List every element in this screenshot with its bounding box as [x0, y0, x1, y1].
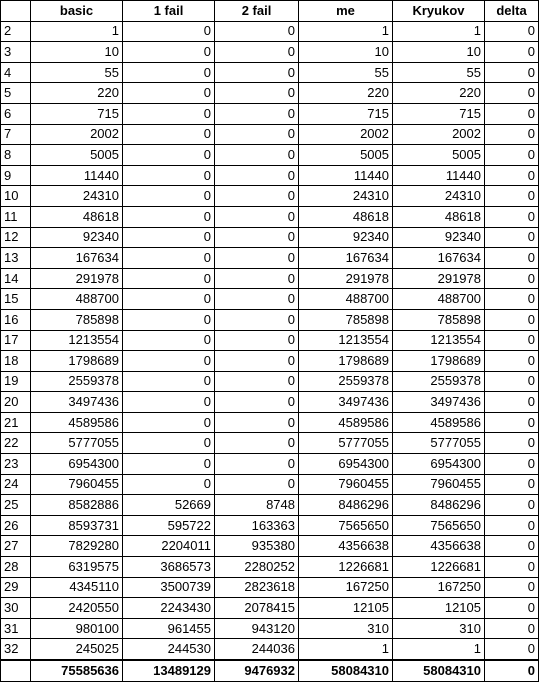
cell-me[interactable]: 3497436: [299, 392, 393, 413]
cell-1-fail[interactable]: 0: [123, 21, 215, 42]
cell-basic[interactable]: 1798689: [31, 351, 123, 372]
cell-me[interactable]: 12105: [299, 598, 393, 619]
cell-2-fail[interactable]: 2823618: [215, 577, 299, 598]
cell-delta[interactable]: 0: [485, 227, 539, 248]
cell-me[interactable]: 1: [299, 639, 393, 660]
table-body: [1, 21, 539, 660]
cell-2-fail[interactable]: 0: [215, 474, 299, 495]
cell-me[interactable]: 8486296: [299, 495, 393, 516]
table-row: [1, 598, 539, 619]
cell-basic[interactable]: 5005: [31, 145, 123, 166]
cell-1-fail[interactable]: 2243430: [123, 598, 215, 619]
table-row: [1, 145, 539, 166]
cell-index[interactable]: 10: [1, 186, 31, 207]
cell-index[interactable]: 27: [1, 536, 31, 557]
cell-index[interactable]: 24: [1, 474, 31, 495]
cell-basic[interactable]: 785898: [31, 309, 123, 330]
cell-2-fail[interactable]: 0: [215, 248, 299, 269]
table-row: [1, 83, 539, 104]
cell-1-fail[interactable]: 0: [123, 248, 215, 269]
cell-1-fail[interactable]: 244530: [123, 639, 215, 660]
cell-basic[interactable]: 24310: [31, 186, 123, 207]
cell-me[interactable]: 4356638: [299, 536, 393, 557]
cell-2-fail[interactable]: 0: [215, 289, 299, 310]
cell-kryukov[interactable]: 1213554: [393, 330, 485, 351]
cell-index[interactable]: 17: [1, 330, 31, 351]
cell-index[interactable]: 14: [1, 268, 31, 289]
total-basic[interactable]: 75585636: [31, 660, 123, 681]
cell-2-fail[interactable]: 0: [215, 392, 299, 413]
cell-me[interactable]: 11440: [299, 165, 393, 186]
cell-me[interactable]: 55: [299, 62, 393, 83]
cell-basic[interactable]: 2002: [31, 124, 123, 145]
header-delta[interactable]: delta: [485, 1, 539, 22]
cell-basic[interactable]: 4345110: [31, 577, 123, 598]
table-row: [1, 536, 539, 557]
cell-1-fail[interactable]: 0: [123, 145, 215, 166]
cell-1-fail[interactable]: 0: [123, 412, 215, 433]
cell-delta[interactable]: 0: [485, 433, 539, 454]
cell-me[interactable]: 1798689: [299, 351, 393, 372]
cell-2-fail[interactable]: 0: [215, 433, 299, 454]
cell-me[interactable]: 24310: [299, 186, 393, 207]
cell-1-fail[interactable]: 961455: [123, 618, 215, 639]
cell-me[interactable]: 167250: [299, 577, 393, 598]
cell-kryukov[interactable]: 785898: [393, 309, 485, 330]
cell-index[interactable]: 23: [1, 454, 31, 475]
cell-index[interactable]: 30: [1, 598, 31, 619]
cell-1-fail[interactable]: 0: [123, 268, 215, 289]
cell-kryukov[interactable]: 55: [393, 62, 485, 83]
cell-delta[interactable]: 0: [485, 124, 539, 145]
table-row: [1, 62, 539, 83]
cell-delta[interactable]: 0: [485, 83, 539, 104]
cell-kryukov[interactable]: 4356638: [393, 536, 485, 557]
header-basic[interactable]: basic: [31, 1, 123, 22]
cell-kryukov[interactable]: 715: [393, 103, 485, 124]
cell-1-fail[interactable]: 0: [123, 103, 215, 124]
cell-1-fail[interactable]: 0: [123, 124, 215, 145]
cell-index[interactable]: 8: [1, 145, 31, 166]
cell-2-fail[interactable]: 935380: [215, 536, 299, 557]
cell-me[interactable]: 4589586: [299, 412, 393, 433]
cell-kryukov[interactable]: 5005: [393, 145, 485, 166]
cell-2-fail[interactable]: 943120: [215, 618, 299, 639]
cell-me[interactable]: 785898: [299, 309, 393, 330]
cell-index[interactable]: 32: [1, 639, 31, 660]
cell-delta[interactable]: 0: [485, 289, 539, 310]
cell-basic[interactable]: 2420550: [31, 598, 123, 619]
cell-kryukov[interactable]: 48618: [393, 206, 485, 227]
table-row: [1, 454, 539, 475]
cell-kryukov[interactable]: 310: [393, 618, 485, 639]
table-row: [1, 206, 539, 227]
table-row: [1, 639, 539, 660]
cell-basic[interactable]: 3497436: [31, 392, 123, 413]
cell-1-fail[interactable]: 0: [123, 165, 215, 186]
header-2-fail[interactable]: 2 fail: [215, 1, 299, 22]
table-row: [1, 309, 539, 330]
cell-me[interactable]: 5005: [299, 145, 393, 166]
cell-kryukov[interactable]: 1: [393, 639, 485, 660]
cell-1-fail[interactable]: 0: [123, 330, 215, 351]
cell-index[interactable]: 7: [1, 124, 31, 145]
cell-delta[interactable]: 0: [485, 515, 539, 536]
cell-delta[interactable]: 0: [485, 371, 539, 392]
cell-1-fail[interactable]: 3686573: [123, 557, 215, 578]
cell-kryukov[interactable]: 2559378: [393, 371, 485, 392]
cell-delta[interactable]: 0: [485, 206, 539, 227]
cell-kryukov[interactable]: 11440: [393, 165, 485, 186]
table-row: [1, 21, 539, 42]
cell-kryukov[interactable]: 8486296: [393, 495, 485, 516]
cell-2-fail[interactable]: 0: [215, 412, 299, 433]
cell-index[interactable]: 9: [1, 165, 31, 186]
table-row: [1, 351, 539, 372]
cell-kryukov[interactable]: 167250: [393, 577, 485, 598]
cell-basic[interactable]: 10: [31, 42, 123, 63]
cell-index[interactable]: 5: [1, 83, 31, 104]
cell-basic[interactable]: 167634: [31, 248, 123, 269]
cell-index[interactable]: 25: [1, 495, 31, 516]
cell-kryukov[interactable]: 10: [393, 42, 485, 63]
cell-2-fail[interactable]: 2280252: [215, 557, 299, 578]
table-row: [1, 474, 539, 495]
cell-me[interactable]: 5777055: [299, 433, 393, 454]
cell-1-fail[interactable]: 0: [123, 392, 215, 413]
table-row: [1, 371, 539, 392]
cell-delta[interactable]: 0: [485, 21, 539, 42]
table-row: [1, 186, 539, 207]
cell-me[interactable]: 1213554: [299, 330, 393, 351]
header-1-fail[interactable]: 1 fail: [123, 1, 215, 22]
cell-kryukov[interactable]: 24310: [393, 186, 485, 207]
totals-row: [1, 660, 539, 681]
cell-1-fail[interactable]: 0: [123, 206, 215, 227]
cell-index[interactable]: 28: [1, 557, 31, 578]
cell-2-fail[interactable]: 0: [215, 268, 299, 289]
cell-me[interactable]: 310: [299, 618, 393, 639]
cell-2-fail[interactable]: 244036: [215, 639, 299, 660]
cell-1-fail[interactable]: 3500739: [123, 577, 215, 598]
cell-me[interactable]: 92340: [299, 227, 393, 248]
header-row: [1, 1, 539, 22]
total-kryukov[interactable]: 58084310: [393, 660, 485, 681]
cell-index[interactable]: 22: [1, 433, 31, 454]
cell-delta[interactable]: 0: [485, 474, 539, 495]
cell-me[interactable]: 7565650: [299, 515, 393, 536]
cell-basic[interactable]: 5777055: [31, 433, 123, 454]
cell-kryukov[interactable]: 3497436: [393, 392, 485, 413]
cell-me[interactable]: 10: [299, 42, 393, 63]
cell-kryukov[interactable]: 12105: [393, 598, 485, 619]
cell-delta[interactable]: 0: [485, 186, 539, 207]
total-delta[interactable]: 0: [485, 660, 539, 681]
cell-2-fail[interactable]: 163363: [215, 515, 299, 536]
header-kryukov[interactable]: Kryukov: [393, 1, 485, 22]
cell-2-fail[interactable]: 0: [215, 83, 299, 104]
cell-basic[interactable]: 92340: [31, 227, 123, 248]
header-me[interactable]: me: [299, 1, 393, 22]
cell-basic[interactable]: 245025: [31, 639, 123, 660]
table-row: [1, 412, 539, 433]
cell-me[interactable]: 291978: [299, 268, 393, 289]
cell-kryukov[interactable]: 7565650: [393, 515, 485, 536]
cell-kryukov[interactable]: 1226681: [393, 557, 485, 578]
cell-index[interactable]: 29: [1, 577, 31, 598]
cell-index[interactable]: 26: [1, 515, 31, 536]
cell-me[interactable]: 2002: [299, 124, 393, 145]
table-row: [1, 392, 539, 413]
table-row: [1, 557, 539, 578]
cell-delta[interactable]: 0: [485, 351, 539, 372]
cell-index[interactable]: 11: [1, 206, 31, 227]
cell-index[interactable]: 31: [1, 618, 31, 639]
cell-2-fail[interactable]: 0: [215, 454, 299, 475]
cell-delta[interactable]: 0: [485, 536, 539, 557]
cell-1-fail[interactable]: 0: [123, 474, 215, 495]
cell-basic[interactable]: 4589586: [31, 412, 123, 433]
cell-delta[interactable]: 0: [485, 248, 539, 269]
cell-1-fail[interactable]: 0: [123, 227, 215, 248]
cell-delta[interactable]: 0: [485, 454, 539, 475]
cell-kryukov[interactable]: 5777055: [393, 433, 485, 454]
cell-kryukov[interactable]: 167634: [393, 248, 485, 269]
cell-1-fail[interactable]: 0: [123, 433, 215, 454]
cell-1-fail[interactable]: 0: [123, 371, 215, 392]
cell-kryukov[interactable]: 488700: [393, 289, 485, 310]
cell-delta[interactable]: 0: [485, 598, 539, 619]
cell-delta[interactable]: 0: [485, 412, 539, 433]
cell-kryukov[interactable]: 6954300: [393, 454, 485, 475]
cell-index[interactable]: 15: [1, 289, 31, 310]
cell-basic[interactable]: 8582886: [31, 495, 123, 516]
cell-2-fail[interactable]: 8748: [215, 495, 299, 516]
cell-index[interactable]: 2: [1, 21, 31, 42]
cell-kryukov[interactable]: 7960455: [393, 474, 485, 495]
cell-index[interactable]: 20: [1, 392, 31, 413]
cell-index[interactable]: 6: [1, 103, 31, 124]
cell-index[interactable]: 18: [1, 351, 31, 372]
cell-basic[interactable]: 6954300: [31, 454, 123, 475]
cell-basic[interactable]: 6319575: [31, 557, 123, 578]
cell-1-fail[interactable]: 0: [123, 62, 215, 83]
cell-basic[interactable]: 2559378: [31, 371, 123, 392]
table-row: [1, 515, 539, 536]
cell-2-fail[interactable]: 0: [215, 351, 299, 372]
cell-me[interactable]: 1226681: [299, 557, 393, 578]
header-index[interactable]: [1, 1, 31, 22]
cell-1-fail[interactable]: 2204011: [123, 536, 215, 557]
cell-2-fail[interactable]: 0: [215, 62, 299, 83]
cell-delta[interactable]: 0: [485, 618, 539, 639]
cell-1-fail[interactable]: 0: [123, 42, 215, 63]
total-me[interactable]: 58084310: [299, 660, 393, 681]
cell-1-fail[interactable]: 0: [123, 186, 215, 207]
cell-delta[interactable]: 0: [485, 392, 539, 413]
table-row: [1, 227, 539, 248]
cell-basic[interactable]: 1213554: [31, 330, 123, 351]
cell-2-fail[interactable]: 0: [215, 103, 299, 124]
cell-basic[interactable]: 1: [31, 21, 123, 42]
cell-1-fail[interactable]: 0: [123, 289, 215, 310]
cell-me[interactable]: 167634: [299, 248, 393, 269]
cell-delta[interactable]: 0: [485, 495, 539, 516]
table-row: [1, 248, 539, 269]
cell-delta[interactable]: 0: [485, 309, 539, 330]
cell-kryukov[interactable]: 4589586: [393, 412, 485, 433]
cell-kryukov[interactable]: 1: [393, 21, 485, 42]
cell-2-fail[interactable]: 0: [215, 42, 299, 63]
cell-kryukov[interactable]: 92340: [393, 227, 485, 248]
cell-index[interactable]: 12: [1, 227, 31, 248]
cell-index[interactable]: 16: [1, 309, 31, 330]
total-1-fail[interactable]: 13489129: [123, 660, 215, 681]
cell-index[interactable]: 13: [1, 248, 31, 269]
cell-delta[interactable]: 0: [485, 577, 539, 598]
cell-kryukov[interactable]: 2002: [393, 124, 485, 145]
cell-2-fail[interactable]: 0: [215, 309, 299, 330]
cell-basic[interactable]: 7829280: [31, 536, 123, 557]
cell-1-fail[interactable]: 0: [123, 309, 215, 330]
table-row: [1, 330, 539, 351]
cell-delta[interactable]: 0: [485, 145, 539, 166]
table-row: [1, 124, 539, 145]
table-row: [1, 103, 539, 124]
table-row: [1, 42, 539, 63]
table-row: [1, 495, 539, 516]
cell-delta[interactable]: 0: [485, 165, 539, 186]
cell-basic[interactable]: 488700: [31, 289, 123, 310]
cell-1-fail[interactable]: 0: [123, 83, 215, 104]
cell-2-fail[interactable]: 0: [215, 21, 299, 42]
cell-2-fail[interactable]: 0: [215, 165, 299, 186]
cell-2-fail[interactable]: 2078415: [215, 598, 299, 619]
table-row: [1, 618, 539, 639]
cell-basic[interactable]: 11440: [31, 165, 123, 186]
table-row: [1, 433, 539, 454]
cell-basic[interactable]: 291978: [31, 268, 123, 289]
cell-index[interactable]: 3: [1, 42, 31, 63]
cell-me[interactable]: 6954300: [299, 454, 393, 475]
table-row: [1, 289, 539, 310]
cell-1-fail[interactable]: 595722: [123, 515, 215, 536]
cell-index[interactable]: 21: [1, 412, 31, 433]
total-index[interactable]: [1, 660, 31, 681]
cell-kryukov[interactable]: 1798689: [393, 351, 485, 372]
cell-me[interactable]: 488700: [299, 289, 393, 310]
cell-2-fail[interactable]: 0: [215, 186, 299, 207]
cell-basic[interactable]: 715: [31, 103, 123, 124]
cell-2-fail[interactable]: 0: [215, 124, 299, 145]
cell-basic[interactable]: 980100: [31, 618, 123, 639]
cell-1-fail[interactable]: 0: [123, 351, 215, 372]
cell-2-fail[interactable]: 0: [215, 371, 299, 392]
table-row: [1, 577, 539, 598]
cell-me[interactable]: 715: [299, 103, 393, 124]
cell-index[interactable]: 19: [1, 371, 31, 392]
cell-me[interactable]: 7960455: [299, 474, 393, 495]
cell-delta[interactable]: 0: [485, 639, 539, 660]
cell-me[interactable]: 48618: [299, 206, 393, 227]
cell-2-fail[interactable]: 0: [215, 227, 299, 248]
cell-2-fail[interactable]: 0: [215, 206, 299, 227]
cell-basic[interactable]: 220: [31, 83, 123, 104]
cell-delta[interactable]: 0: [485, 62, 539, 83]
cell-me[interactable]: 220: [299, 83, 393, 104]
cell-delta[interactable]: 0: [485, 330, 539, 351]
cell-basic[interactable]: 8593731: [31, 515, 123, 536]
cell-basic[interactable]: 7960455: [31, 474, 123, 495]
cell-delta[interactable]: 0: [485, 103, 539, 124]
cell-kryukov[interactable]: 220: [393, 83, 485, 104]
cell-delta[interactable]: 0: [485, 557, 539, 578]
total-2-fail[interactable]: 9476932: [215, 660, 299, 681]
cell-basic[interactable]: 55: [31, 62, 123, 83]
cell-me[interactable]: 2559378: [299, 371, 393, 392]
cell-1-fail[interactable]: 52669: [123, 495, 215, 516]
cell-2-fail[interactable]: 0: [215, 330, 299, 351]
cell-basic[interactable]: 48618: [31, 206, 123, 227]
cell-2-fail[interactable]: 0: [215, 145, 299, 166]
cell-1-fail[interactable]: 0: [123, 454, 215, 475]
cell-kryukov[interactable]: 291978: [393, 268, 485, 289]
cell-delta[interactable]: 0: [485, 42, 539, 63]
cell-delta[interactable]: 0: [485, 268, 539, 289]
table-row: [1, 268, 539, 289]
cell-me[interactable]: 1: [299, 21, 393, 42]
cell-index[interactable]: 4: [1, 62, 31, 83]
table-row: [1, 165, 539, 186]
